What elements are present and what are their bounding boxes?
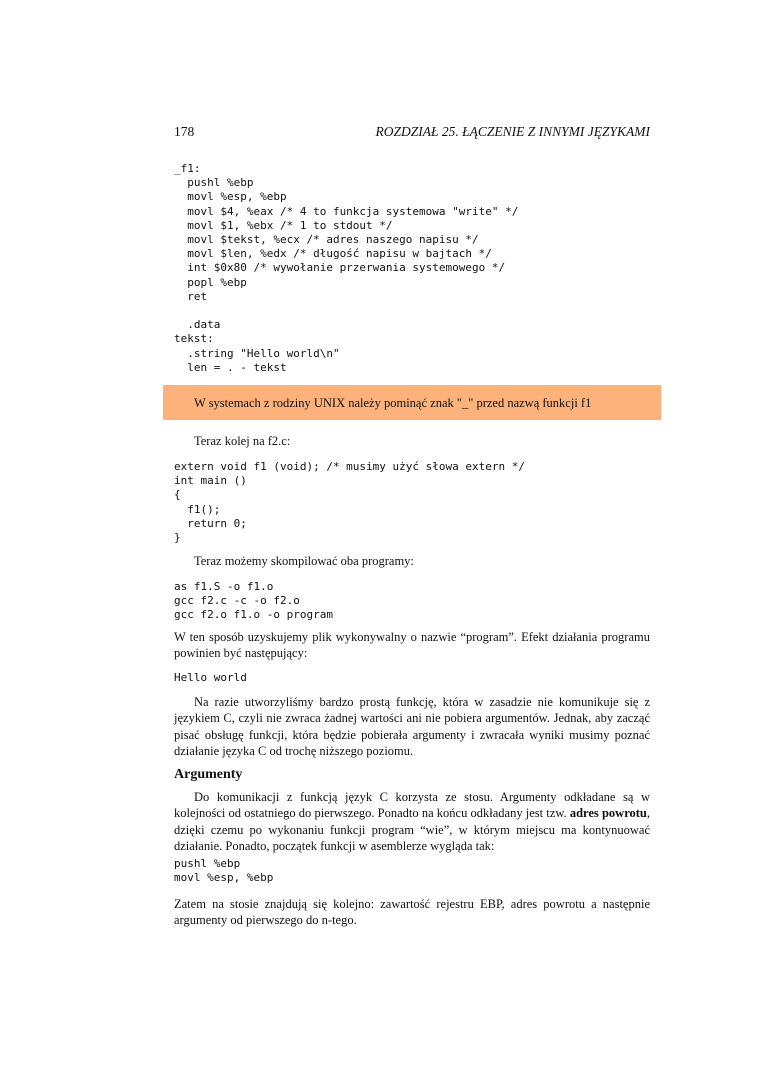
code-block-program-output: Hello world bbox=[174, 671, 247, 684]
paragraph-arguments-part2: , dzięki czemu po wykonaniu funkcji program “wie”, w którym miejscu ma kontynuować działanie. Ponadto, początek funkcji w asemblerze wygląda tak: bbox=[174, 806, 651, 853]
paragraph-arguments bbox=[174, 789, 650, 854]
section-heading-arguments: Argumenty bbox=[174, 767, 243, 782]
paragraph-result: W ten sposób uzyskujemy plik wykonywalny o nazwie “program”. Efekt działania programu powinien być następujący: bbox=[174, 630, 650, 661]
code-block-f2-c: extern void f1 (void); /* musimy użyć słowa extern */ int main () { f1(); return 0; } bbox=[174, 460, 525, 545]
note-box bbox=[163, 385, 661, 420]
paragraph-arguments-part1: Do komunikacji z funkcją język C korzysta ze stosu. Argumenty odkładane są w kolejności od ostatniego do pierwszego. Ponadto na końcu odkładany jest tzw. bbox=[174, 790, 650, 821]
paragraph-f2-intro: Teraz kolej na f2.c: bbox=[194, 434, 291, 448]
code-block-compile-commands: as f1.S -o f1.o gcc f2.c -c -o f2.o gcc f2.o f1.o -o program bbox=[174, 580, 333, 622]
paragraph-stack-contents: Zatem na stosie znajdują się kolejno: zawartość rejestru EBP, adres powrotu a następnie argumenty od pierwszego do n-tego. bbox=[174, 897, 650, 928]
chapter-title: ROZDZIAŁ 25. ŁĄCZENIE Z INNYMI JĘZYKAMI bbox=[375, 124, 650, 139]
paragraph-compile-intro: Teraz możemy skompilować oba programy: bbox=[194, 554, 414, 568]
note-text: W systemach z rodziny UNIX należy pominąć znak "_" przed nazwą funkcji f1 bbox=[194, 396, 592, 410]
code-block-function-prologue: pushl %ebp movl %esp, %ebp bbox=[174, 857, 274, 885]
term-return-address: adres powrotu bbox=[569, 806, 647, 821]
paragraph-simple-function: Na razie utworzyliśmy bardzo prostą funkcję, która w zasadzie nie komunikuje się z językiem C, czyli nie zwraca żadnej wartości ani nie pobiera argumentów. Jednak, aby zacząć pisać obsługę funkcji, która będzie pobierała argumenty i zwracała wyniki musimy poznać działanie języka C od trochę niższego poziomu. bbox=[174, 695, 650, 758]
code-block-f1-assembly: _f1: pushl %ebp movl %esp, %ebp movl $4, %eax /* 4 to funkcja systemowa "write" */ movl $1, %ebx /* 1 to stdout */ movl $tekst, %ecx /* adres naszego napisu */ movl $len, %edx /* długość napisu w bajtach */ int $0x80 /* wywołanie przerwania systemowego */ popl %ebp ret .data tekst: .string "Hello world\n" len = . - tekst bbox=[174, 162, 519, 374]
page-number: 178 bbox=[174, 124, 195, 139]
